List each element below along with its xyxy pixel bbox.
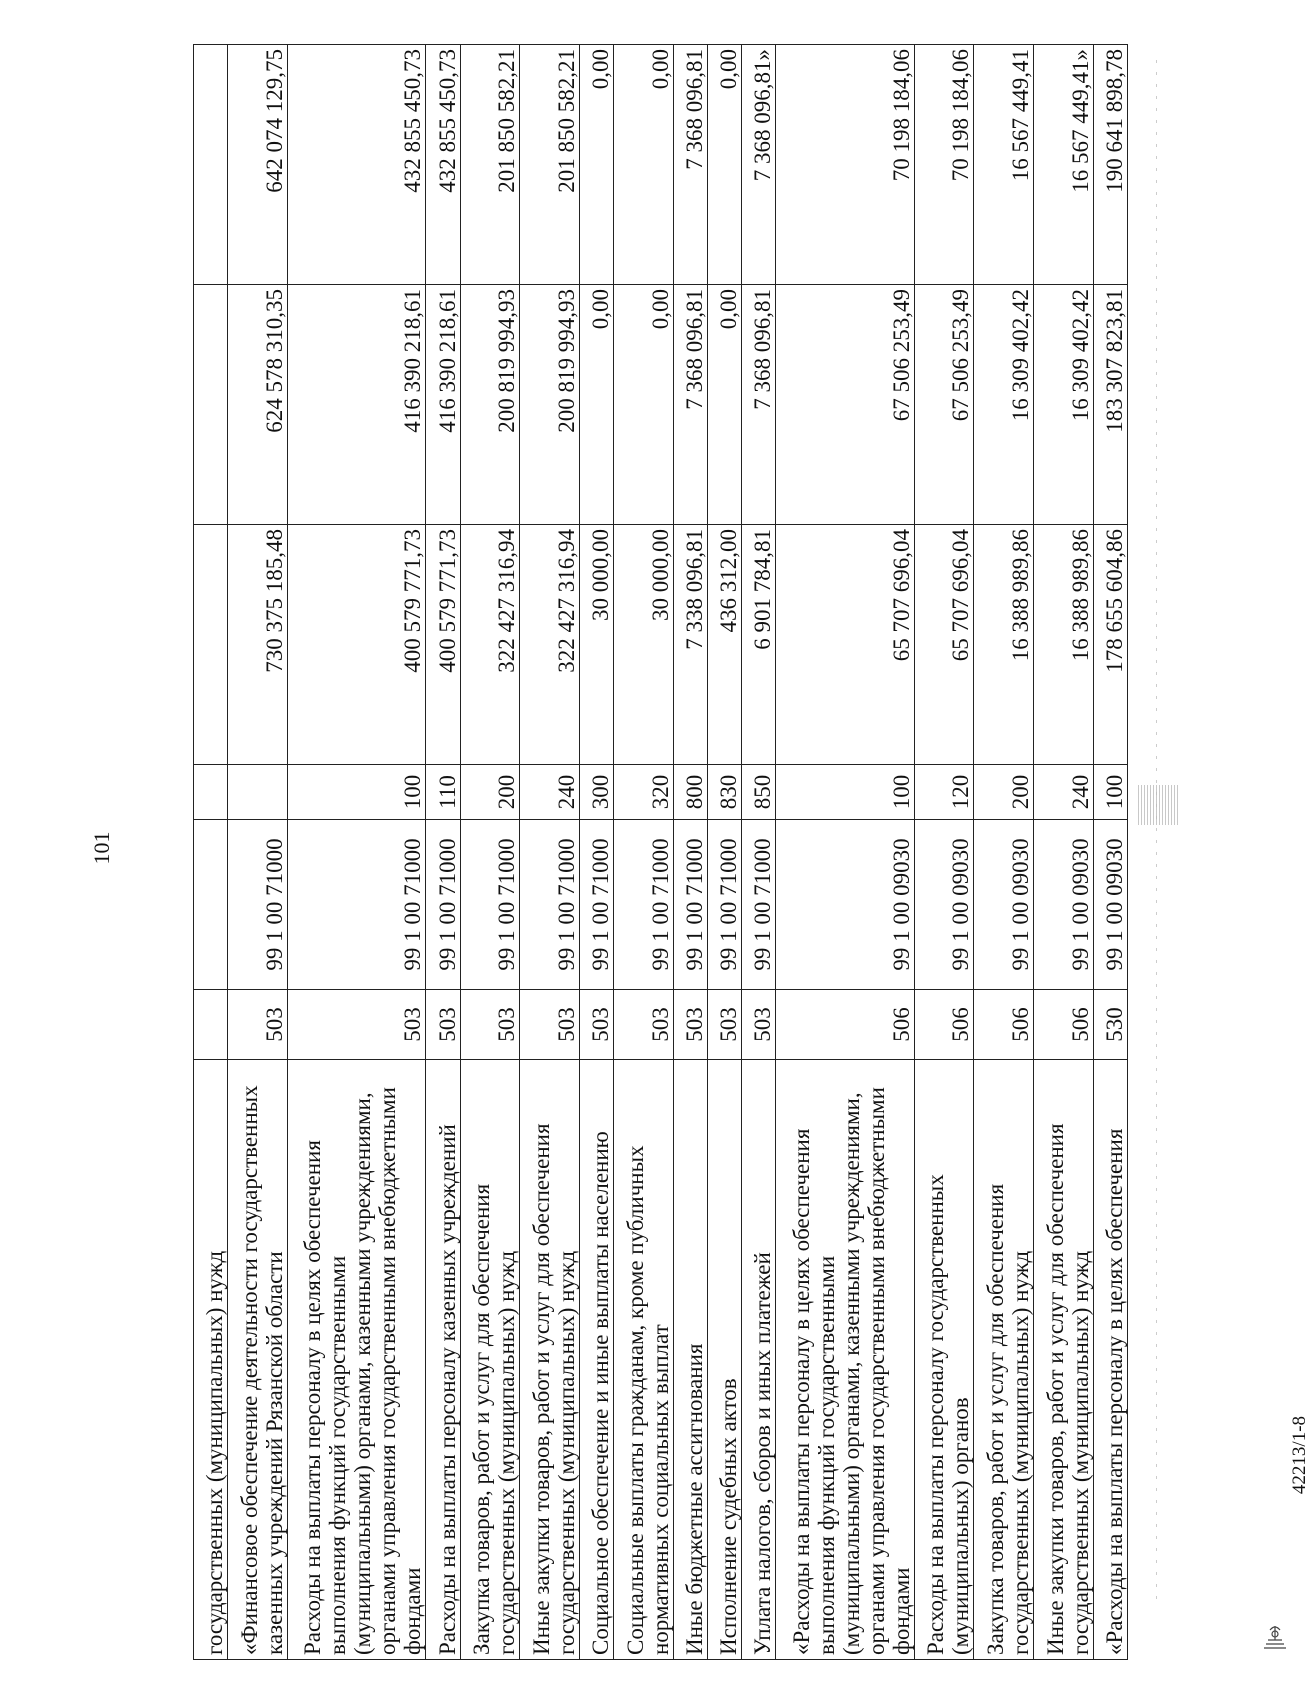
row-target-article: 99 1 00 71000 <box>673 820 707 990</box>
row-value-year3: 201 850 582,21 <box>460 45 520 285</box>
row-value-year3: 0,00 <box>707 45 741 285</box>
table-row <box>228 45 288 1660</box>
row-value-year2: 0,00 <box>579 285 613 525</box>
row-value-year1: 400 579 771,73 <box>287 525 426 765</box>
row-name: «Расходы на выплаты персоналу в целях обеспечения <box>1093 1060 1127 1660</box>
row-value-year1 <box>194 525 228 765</box>
row-value-year1: 65 707 696,04 <box>776 525 915 765</box>
row-name: Исполнение судебных актов <box>707 1060 741 1660</box>
row-value-year3: 0,00 <box>614 45 674 285</box>
table-row <box>520 45 580 1660</box>
row-value-year2: 416 390 218,61 <box>287 285 426 525</box>
row-value-year2: 200 819 994,93 <box>460 285 520 525</box>
table-row <box>741 45 775 1660</box>
row-value-year1: 30 000,00 <box>579 525 613 765</box>
row-value-year3: 642 074 129,75 <box>228 45 288 285</box>
row-section: 506 <box>1034 990 1094 1060</box>
table-row <box>673 45 707 1660</box>
row-target-article: 99 1 00 71000 <box>741 820 775 990</box>
row-value-year3: 0,00 <box>579 45 613 285</box>
table-row <box>460 45 520 1660</box>
row-value-year1: 730 375 185,48 <box>228 525 288 765</box>
row-expense-type: 120 <box>914 765 974 820</box>
row-value-year3: 16 567 449,41 <box>974 45 1034 285</box>
row-section: 503 <box>614 990 674 1060</box>
budget-table-body <box>194 45 1128 1660</box>
row-section: 506 <box>914 990 974 1060</box>
row-value-year3: 201 850 582,21 <box>520 45 580 285</box>
row-value-year1: 322 427 316,94 <box>460 525 520 765</box>
row-value-year1: 65 707 696,04 <box>914 525 974 765</box>
row-value-year3: 432 855 450,73 <box>426 45 460 285</box>
row-value-year2: 183 307 823,81 <box>1093 285 1127 525</box>
row-name: государственных (муниципальных) нужд <box>194 1060 228 1660</box>
table-row <box>287 45 426 1660</box>
row-value-year3: 7 368 096,81» <box>741 45 775 285</box>
row-section: 506 <box>974 990 1034 1060</box>
document-code: 42213/1-8 <box>1289 1415 1310 1495</box>
row-value-year2: 0,00 <box>707 285 741 525</box>
table-row <box>1093 45 1127 1660</box>
row-value-year1: 16 388 989,86 <box>1034 525 1094 765</box>
emblem-icon <box>1258 1620 1292 1654</box>
row-target-article: 99 1 00 71000 <box>520 820 580 990</box>
row-value-year2 <box>194 285 228 525</box>
table-row <box>579 45 613 1660</box>
row-target-article: 99 1 00 09030 <box>914 820 974 990</box>
row-name: «Финансовое обеспечение деятельности государственных казенных учреждений Рязанской области <box>228 1060 288 1660</box>
row-value-year3: 70 198 184,06 <box>776 45 915 285</box>
row-name: Социальные выплаты гражданам, кроме публичных нормативных социальных выплат <box>614 1060 674 1660</box>
table-row <box>776 45 915 1660</box>
row-section: 503 <box>228 990 288 1060</box>
budget-table-rotated <box>193 45 1128 1660</box>
row-section: 503 <box>287 990 426 1060</box>
row-value-year3 <box>194 45 228 285</box>
row-target-article: 99 1 00 09030 <box>1093 820 1127 990</box>
row-value-year1: 16 388 989,86 <box>974 525 1034 765</box>
row-section: 530 <box>1093 990 1127 1060</box>
table-row <box>614 45 674 1660</box>
row-expense-type: 200 <box>460 765 520 820</box>
row-name: «Расходы на выплаты персоналу в целях обеспечения выполнения функций государственными (муниципальными) органами, казенными учреждениями, органами управления государственными внебюджетными фондами <box>776 1060 915 1660</box>
row-section: 503 <box>520 990 580 1060</box>
row-value-year2: 416 390 218,61 <box>426 285 460 525</box>
row-value-year2: 67 506 253,49 <box>914 285 974 525</box>
row-name: Закупка товаров, работ и услуг для обеспечения государственных (муниципальных) нужд <box>460 1060 520 1660</box>
row-value-year2: 7 368 096,81 <box>673 285 707 525</box>
row-target-article: 99 1 00 71000 <box>460 820 520 990</box>
row-name: Иные закупки товаров, работ и услуг для обеспечения государственных (муниципальных) нужд <box>520 1060 580 1660</box>
row-value-year2: 16 309 402,42 <box>1034 285 1094 525</box>
table-row <box>974 45 1034 1660</box>
row-section: 503 <box>673 990 707 1060</box>
row-expense-type: 110 <box>426 765 460 820</box>
row-target-article: 99 1 00 71000 <box>707 820 741 990</box>
row-target-article: 99 1 00 09030 <box>1034 820 1094 990</box>
row-expense-type: 850 <box>741 765 775 820</box>
row-section: 503 <box>741 990 775 1060</box>
table-row <box>707 45 741 1660</box>
row-value-year2: 16 309 402,42 <box>974 285 1034 525</box>
row-name: Закупка товаров, работ и услуг для обеспечения государственных (муниципальных) нужд <box>974 1060 1034 1660</box>
table-row <box>914 45 974 1660</box>
row-value-year1: 6 901 784,81 <box>741 525 775 765</box>
row-section: 503 <box>460 990 520 1060</box>
row-expense-type: 830 <box>707 765 741 820</box>
row-expense-type: 800 <box>673 765 707 820</box>
row-target-article: 99 1 00 09030 <box>974 820 1034 990</box>
row-value-year1: 436 312,00 <box>707 525 741 765</box>
row-expense-type: 240 <box>520 765 580 820</box>
row-section: 506 <box>776 990 915 1060</box>
row-name: Расходы на выплаты персоналу в целях обеспечения выполнения функций государственными (муниципальными) органами, казенными учреждениями, органами управления государственными внебюджетными фондами <box>287 1060 426 1660</box>
row-name: Социальное обеспечение и иные выплаты населению <box>579 1060 613 1660</box>
row-value-year2: 67 506 253,49 <box>776 285 915 525</box>
row-value-year3: 70 198 184,06 <box>914 45 974 285</box>
row-target-article <box>194 820 228 990</box>
row-target-article: 99 1 00 71000 <box>228 820 288 990</box>
row-expense-type <box>228 765 288 820</box>
row-value-year1: 400 579 771,73 <box>426 525 460 765</box>
row-expense-type: 100 <box>1093 765 1127 820</box>
row-section: 503 <box>579 990 613 1060</box>
row-value-year1: 7 338 096,81 <box>673 525 707 765</box>
row-value-year1: 30 000,00 <box>614 525 674 765</box>
row-expense-type: 300 <box>579 765 613 820</box>
row-target-article: 99 1 00 09030 <box>776 820 915 990</box>
row-value-year2: 0,00 <box>614 285 674 525</box>
row-target-article: 99 1 00 71000 <box>614 820 674 990</box>
row-value-year3: 16 567 449,41» <box>1034 45 1094 285</box>
row-value-year2: 7 368 096,81 <box>741 285 775 525</box>
row-value-year3: 432 855 450,73 <box>287 45 426 285</box>
row-target-article: 99 1 00 71000 <box>287 820 426 990</box>
row-expense-type: 200 <box>974 765 1034 820</box>
row-value-year3: 190 641 898,78 <box>1093 45 1127 285</box>
row-expense-type: 320 <box>614 765 674 820</box>
row-section: 503 <box>426 990 460 1060</box>
row-section: 503 <box>707 990 741 1060</box>
row-name: Расходы на выплаты персоналу казенных учреждений <box>426 1060 460 1660</box>
row-section <box>194 990 228 1060</box>
row-value-year1: 322 427 316,94 <box>520 525 580 765</box>
row-expense-type: 100 <box>776 765 915 820</box>
row-value-year2: 624 578 310,35 <box>228 285 288 525</box>
row-value-year3: 7 368 096,81 <box>673 45 707 285</box>
row-target-article: 99 1 00 71000 <box>426 820 460 990</box>
row-value-year1: 178 655 604,86 <box>1093 525 1127 765</box>
row-expense-type <box>194 765 228 820</box>
row-expense-type: 100 <box>287 765 426 820</box>
scan-barcode-mark <box>1138 785 1178 825</box>
row-name: Иные закупки товаров, работ и услуг для обеспечения государственных (муниципальных) нужд <box>1034 1060 1094 1660</box>
table-row <box>1034 45 1094 1660</box>
budget-table <box>193 44 1128 1660</box>
page-number: 101 <box>89 831 114 865</box>
table-row <box>426 45 460 1660</box>
row-name: Иные бюджетные ассигнования <box>673 1060 707 1660</box>
row-name: Уплата налогов, сборов и иных платежей <box>741 1060 775 1660</box>
row-value-year2: 200 819 994,93 <box>520 285 580 525</box>
row-expense-type: 240 <box>1034 765 1094 820</box>
table-row <box>194 45 228 1660</box>
row-target-article: 99 1 00 71000 <box>579 820 613 990</box>
scan-edge-line <box>1156 60 1157 1600</box>
row-name: Расходы на выплаты персоналу государственных (муниципальных) органов <box>914 1060 974 1660</box>
